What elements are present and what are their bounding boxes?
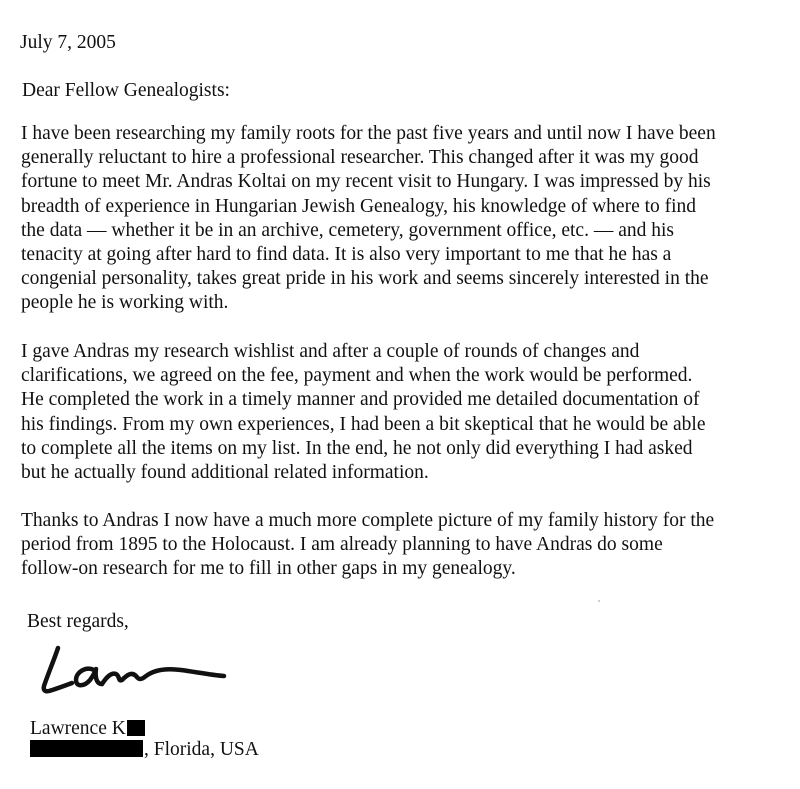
paragraph-line: follow-on research for me to fill in other gaps in my genealogy. bbox=[21, 558, 516, 580]
closing: Best regards, bbox=[27, 611, 129, 632]
handwritten-signature bbox=[36, 634, 236, 704]
paragraph-1 bbox=[21, 122, 716, 316]
salutation: Dear Fellow Genealogists: bbox=[22, 80, 230, 101]
paragraph-line: to complete all the items on my list. In the end, he not only did everything I had asked bbox=[21, 437, 693, 459]
paragraph-line: congenial personality, takes great pride in his work and seems sincerely interested in the bbox=[21, 268, 709, 290]
paragraph-line: breadth of experience in Hungarian Jewish Genealogy, his knowledge of where to find bbox=[21, 195, 697, 217]
signer-address bbox=[30, 739, 259, 761]
paragraph-2 bbox=[21, 340, 706, 485]
signer-name bbox=[30, 718, 145, 740]
paragraph-line: period from 1895 to the Holocaust. I am already planning to have Andras do some bbox=[21, 534, 663, 556]
paper-speck bbox=[598, 600, 600, 602]
paragraph-line: I have been researching my family roots for the past five years and until now I have been bbox=[21, 123, 716, 144]
paragraph-3 bbox=[21, 509, 714, 582]
paragraph-line: but he actually found additional related information. bbox=[21, 462, 429, 484]
paragraph-line: tenacity at going after hard to find data. It is also very important to me that he has a bbox=[21, 244, 672, 266]
paragraph-line: Thanks to Andras I now have a much more complete picture of my family history for the bbox=[21, 510, 715, 531]
paragraph-line: the data — whether it be in an archive, cemetery, government office, etc. — and his bbox=[21, 219, 674, 241]
paragraph-line: He completed the work in a timely manner and provided me detailed documentation of bbox=[21, 389, 700, 411]
paragraph-line: fortune to meet Mr. Andras Koltai on my recent visit to Hungary. I was impressed by his bbox=[21, 171, 711, 193]
paragraph-line: I gave Andras my research wishlist and after a couple of rounds of changes and bbox=[21, 341, 640, 362]
paragraph-line: clarifications, we agreed on the fee, payment and when the work would be performed. bbox=[21, 365, 693, 387]
paragraph-line: people he is working with. bbox=[21, 292, 229, 314]
paragraph-line: generally reluctant to hire a professional researcher. This changed after it was my good bbox=[21, 147, 699, 169]
paragraph-line: his findings. From my own experiences, I had been a bit skeptical that he would be able bbox=[21, 413, 706, 435]
redaction-bar bbox=[30, 740, 143, 757]
signer-address-text: , Florida, USA bbox=[144, 739, 259, 760]
letter-date: July 7, 2005 bbox=[20, 32, 116, 53]
signer-name-text: Lawrence K bbox=[30, 718, 126, 739]
redaction-bar bbox=[127, 720, 145, 736]
